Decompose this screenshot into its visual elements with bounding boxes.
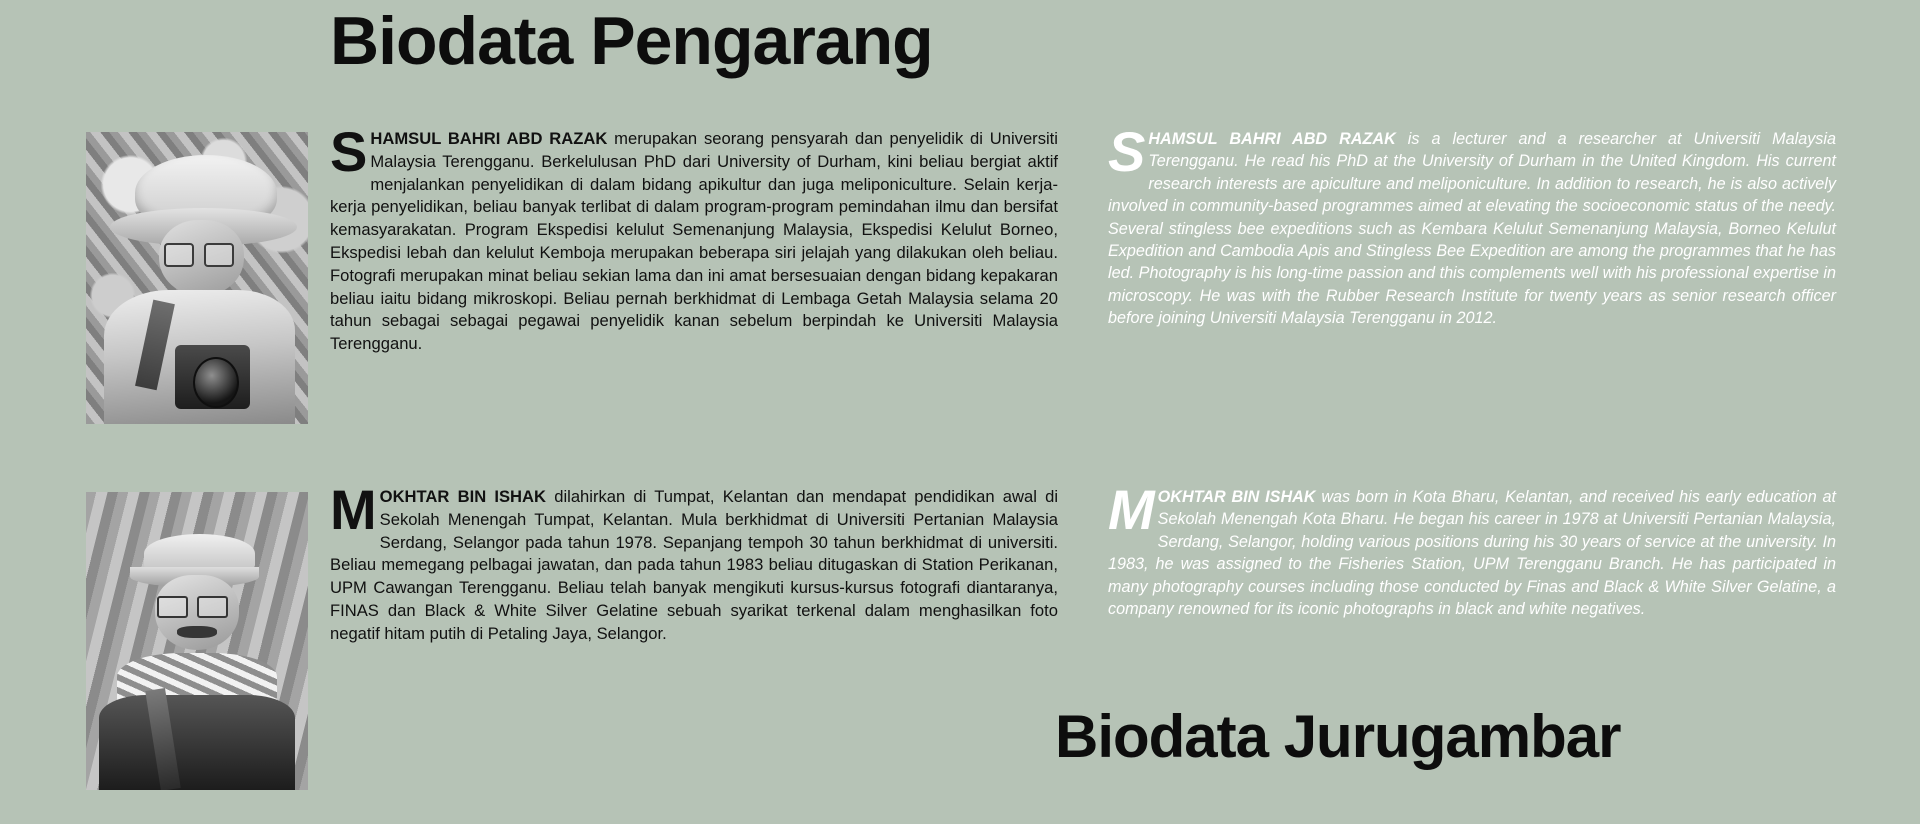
eyeglass-left	[164, 243, 195, 267]
torso	[99, 695, 294, 790]
author-portrait-illustration	[86, 132, 308, 424]
photographer-bio-malay-text: dilahirkan di Tumpat, Kelantan dan mendapat pendidikan awal di Sekolah Menengah Tumpat, Kelantan. Mula berkhidmat di Universiti Pertanian Malaysia Serdang, Selangor pada tahun 1978. Sepanjang tempoh 30 tahun berkhidmat di universiti. Beliau memegang pelbagai jawatan, dan pada tahun 1983 beliau ditugaskan di Station Perikanan, UPM Cawangan Terengganu. Beliau telah banyak mengikuti kursus-kursus fotografi diantaranya, FINAS dan Black & White Silver Gelatine sebuah syarikat terkenal dalam menghasilkan foto negatif hitam putih di Petaling Jaya, Selangor.	[330, 487, 1059, 643]
eyeglass-right	[197, 596, 228, 618]
page-title-author: Biodata Pengarang	[330, 3, 933, 79]
author-bio-english-paragraph	[1108, 120, 1836, 330]
eyeglass-right	[204, 243, 235, 267]
photographer-portrait-photo	[86, 492, 308, 790]
page-title-photographer: Biodata Jurugambar	[1055, 703, 1621, 770]
author-bio-malay-text: merupakan seorang pensyarah dan penyelidik di Universiti Malaysia Terengganu. Berkelulusan PhD dari University of Durham, kini beliau bergiat aktif menjalankan penyelidikan di dalam bidang apikultur dan juga meliponiculture. Selain kerja-kerja penyelidikan, beliau banyak terlibat di dalam program-program pemindahan ilmu dan bersifat kemasyarakatan. Program Ekspedisi kelulut Semenanjung Malaysia, Ekspedisi Kelulut Borneo, Ekspedisi lebah dan kelulut Kemboja merupakan beberapa siri jelajah yang dilakukan oleh beliau. Fotografi merupakan minat beliau sekian lama dan ini amat bersesuaian dengan bidang kepakaran beliau iaitu bidang mikroskopi. Beliau pernah berkhidmat di Lembaga Getah Malaysia selama 20 tahun sebagai sebagai pegawai penyelidik kanan sebelum berpindah ke Universiti Malaysia Terengganu.	[330, 129, 1058, 354]
moustache	[177, 626, 217, 638]
photographer-bio-english	[1108, 478, 1837, 620]
author-portrait-photo	[86, 132, 308, 424]
author-bio-malay	[330, 120, 1058, 356]
dropcap-s-malay: S	[330, 120, 368, 183]
photographer-bio-malay-paragraph	[330, 478, 1059, 646]
photographer-bio-malay	[330, 478, 1059, 646]
author-bio-english-text: is a lecturer and a researcher at Universiti Malaysia Terengganu. He read his PhD at the University of Durham in the United Kingdom. His current research interests are apiculture and meliponiculture. In addition to research, he is also actively involved in community-based programmes aimed at elevating the socioeconomic status of the needy. Several stingless bee expeditions such as Kembara Kelulut Semenanjung Malaysia, Borneo Kelulut Expedition and Cambodia Apis and Stingless Bee Expedition are among the programmes that he has led. Photography is his long-time passion and this complements well with his professional expertise in microscopy. He was with the Rubber Research Institute for twenty years as senior research officer before joining Universiti Malaysia Terengganu in 2012.	[1108, 130, 1836, 328]
dropcap-m-malay: M	[330, 478, 377, 541]
photographer-portrait-illustration	[86, 492, 308, 790]
author-bio-malay-paragraph	[330, 120, 1058, 356]
photographer-name-english: OKHTAR BIN ISHAK	[1157, 488, 1316, 506]
dropcap-s-english: S	[1108, 120, 1146, 183]
author-name-english: HAMSUL BAHRI ABD RAZAK	[1148, 130, 1396, 148]
photographer-name-malay: OKHTAR BIN ISHAK	[379, 487, 547, 506]
camera-lens	[193, 357, 239, 408]
eyeglass-left	[157, 596, 188, 618]
photographer-bio-english-text: was born in Kota Bharu, Kelantan, and received his early education at Sekolah Menengah Kota Bharu. He began his career in 1978 at Universiti Pertanian Malaysia, Serdang, Selangor, holding various positions during his 30 years of service at the university. In 1983, he was assigned to the Fisheries Station, UPM Terengganu Branch. He has participated in many photography courses including those conducted by Finas and Black & White Silver Gelatine, a company renowned for its iconic photographs in black and white negatives.	[1108, 488, 1837, 619]
author-bio-english	[1108, 120, 1836, 330]
author-name-malay: HAMSUL BAHRI ABD RAZAK	[370, 129, 608, 148]
dropcap-m-english: M	[1108, 478, 1155, 541]
photographer-bio-english-paragraph	[1108, 478, 1837, 620]
